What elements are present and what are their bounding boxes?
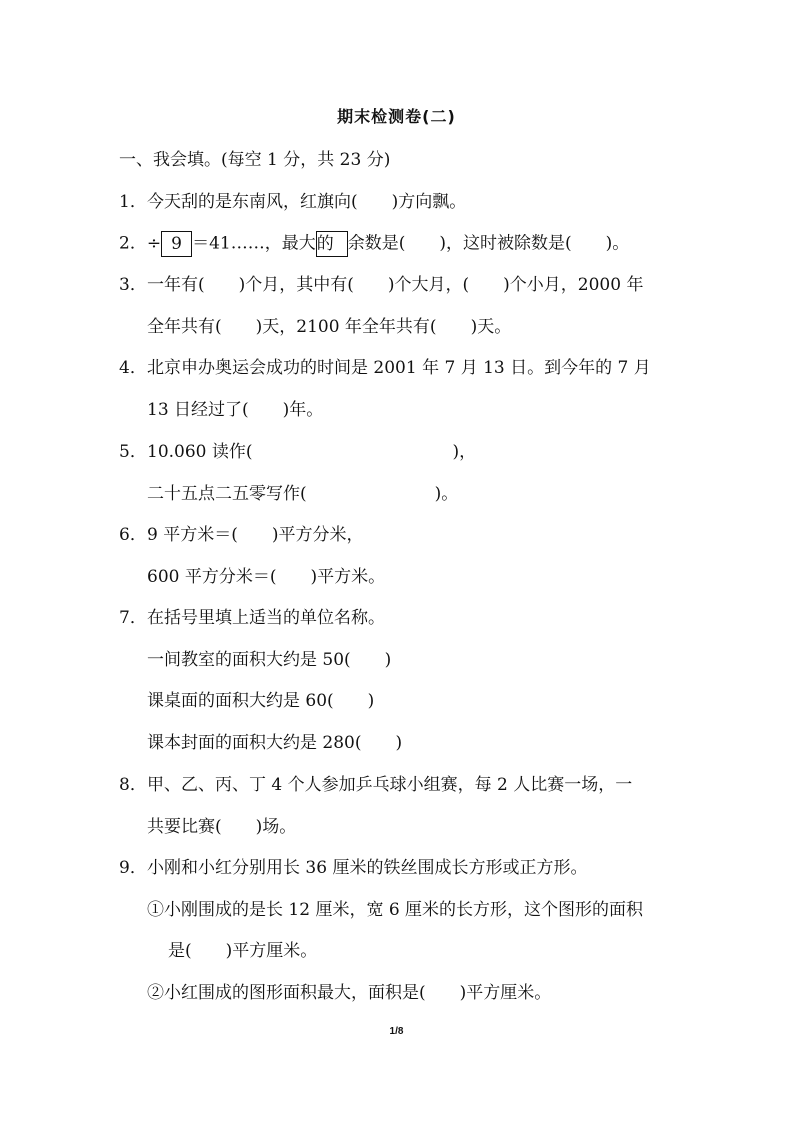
section-heading: 一、我会填。(每空 1 分，共 23 分) bbox=[119, 150, 391, 170]
question-number: 3． bbox=[119, 275, 147, 295]
question-text-line1: 甲、乙、丙、丁 4 个人参加乒乓球小组赛，每 2 人比赛一场，一 bbox=[147, 775, 633, 795]
question-6 bbox=[119, 523, 363, 547]
question-9 bbox=[119, 856, 587, 880]
question-5-line2 bbox=[147, 482, 458, 506]
question-text-line1: 北京申办奥运会成功的时间是 2001 年 7 月 13 日。到今年的 7 月 bbox=[147, 358, 651, 378]
question-7-line4: 课本封面的面积大约是 280( ) bbox=[147, 733, 403, 753]
question-number: 1． bbox=[119, 192, 147, 212]
question-9-line2: ①小刚围成的是长 12 厘米，宽 6 厘米的长方形，这个图形的面积 bbox=[147, 900, 644, 920]
question-text-line2a: 二十五点二五零写作( bbox=[147, 484, 307, 504]
question-text-line1: 小刚和小红分别用长 36 厘米的铁丝围成长方形或正方形。 bbox=[147, 858, 588, 878]
question-text-line1: 一年有( )个月，其中有( )个大月，( )个小月，2000 年 bbox=[147, 275, 644, 295]
question-text-rest: 余数是( )，这时被除数是( )。 bbox=[347, 233, 630, 254]
question-2 bbox=[119, 231, 629, 257]
division-sign: ÷ bbox=[146, 233, 162, 254]
question-6-line2: 600 平方分米＝( )平方米。 bbox=[147, 567, 386, 587]
question-8 bbox=[119, 773, 632, 797]
question-text-line1: 在括号里填上适当的单位名称。 bbox=[147, 608, 385, 628]
question-7-line2: 一间教室的面积大约是 50( ) bbox=[147, 650, 392, 670]
question-3 bbox=[119, 273, 643, 297]
question-8-line2: 共要比赛( )场。 bbox=[147, 817, 297, 837]
question-1 bbox=[119, 190, 466, 214]
question-7 bbox=[119, 606, 385, 630]
question-text-equation: ＝41……，最大 bbox=[192, 233, 316, 254]
question-text-line1: 9 平方米＝( )平方分米， bbox=[147, 525, 364, 545]
question-text-line2b: )。 bbox=[434, 484, 459, 504]
blank-box-divisor[interactable]: 9 bbox=[161, 231, 192, 257]
question-number: 8． bbox=[119, 775, 147, 795]
question-5 bbox=[119, 440, 476, 464]
question-text: 今天刮的是东南风，红旗向( )方向飘。 bbox=[147, 192, 467, 212]
blank-box-2[interactable]: 的 bbox=[316, 231, 348, 257]
question-4-line2: 13 日经过了( )年。 bbox=[147, 400, 324, 420]
question-number: 9． bbox=[119, 858, 147, 878]
question-9-line4: ②小红围成的图形面积最大，面积是( )平方厘米。 bbox=[147, 983, 552, 1003]
page-title: 期末检测卷(二) bbox=[337, 107, 456, 126]
question-number: 4． bbox=[119, 358, 147, 378]
question-4 bbox=[119, 356, 651, 380]
question-number: 6． bbox=[119, 525, 147, 545]
question-text-line1a: 10.060 读作( bbox=[147, 442, 253, 462]
question-7-line3: 课桌面的面积大约是 60( ) bbox=[147, 691, 375, 711]
question-text-line1b: )， bbox=[452, 442, 477, 462]
question-3-line2: 全年共有( )天，2100 年全年共有( )天。 bbox=[147, 317, 512, 337]
question-number: 2． bbox=[119, 233, 147, 254]
question-number: 7． bbox=[119, 608, 147, 628]
question-9-line3: 是( )平方厘米。 bbox=[168, 941, 318, 961]
question-number: 5． bbox=[119, 442, 147, 462]
page-number: 1/8 bbox=[389, 1026, 404, 1037]
